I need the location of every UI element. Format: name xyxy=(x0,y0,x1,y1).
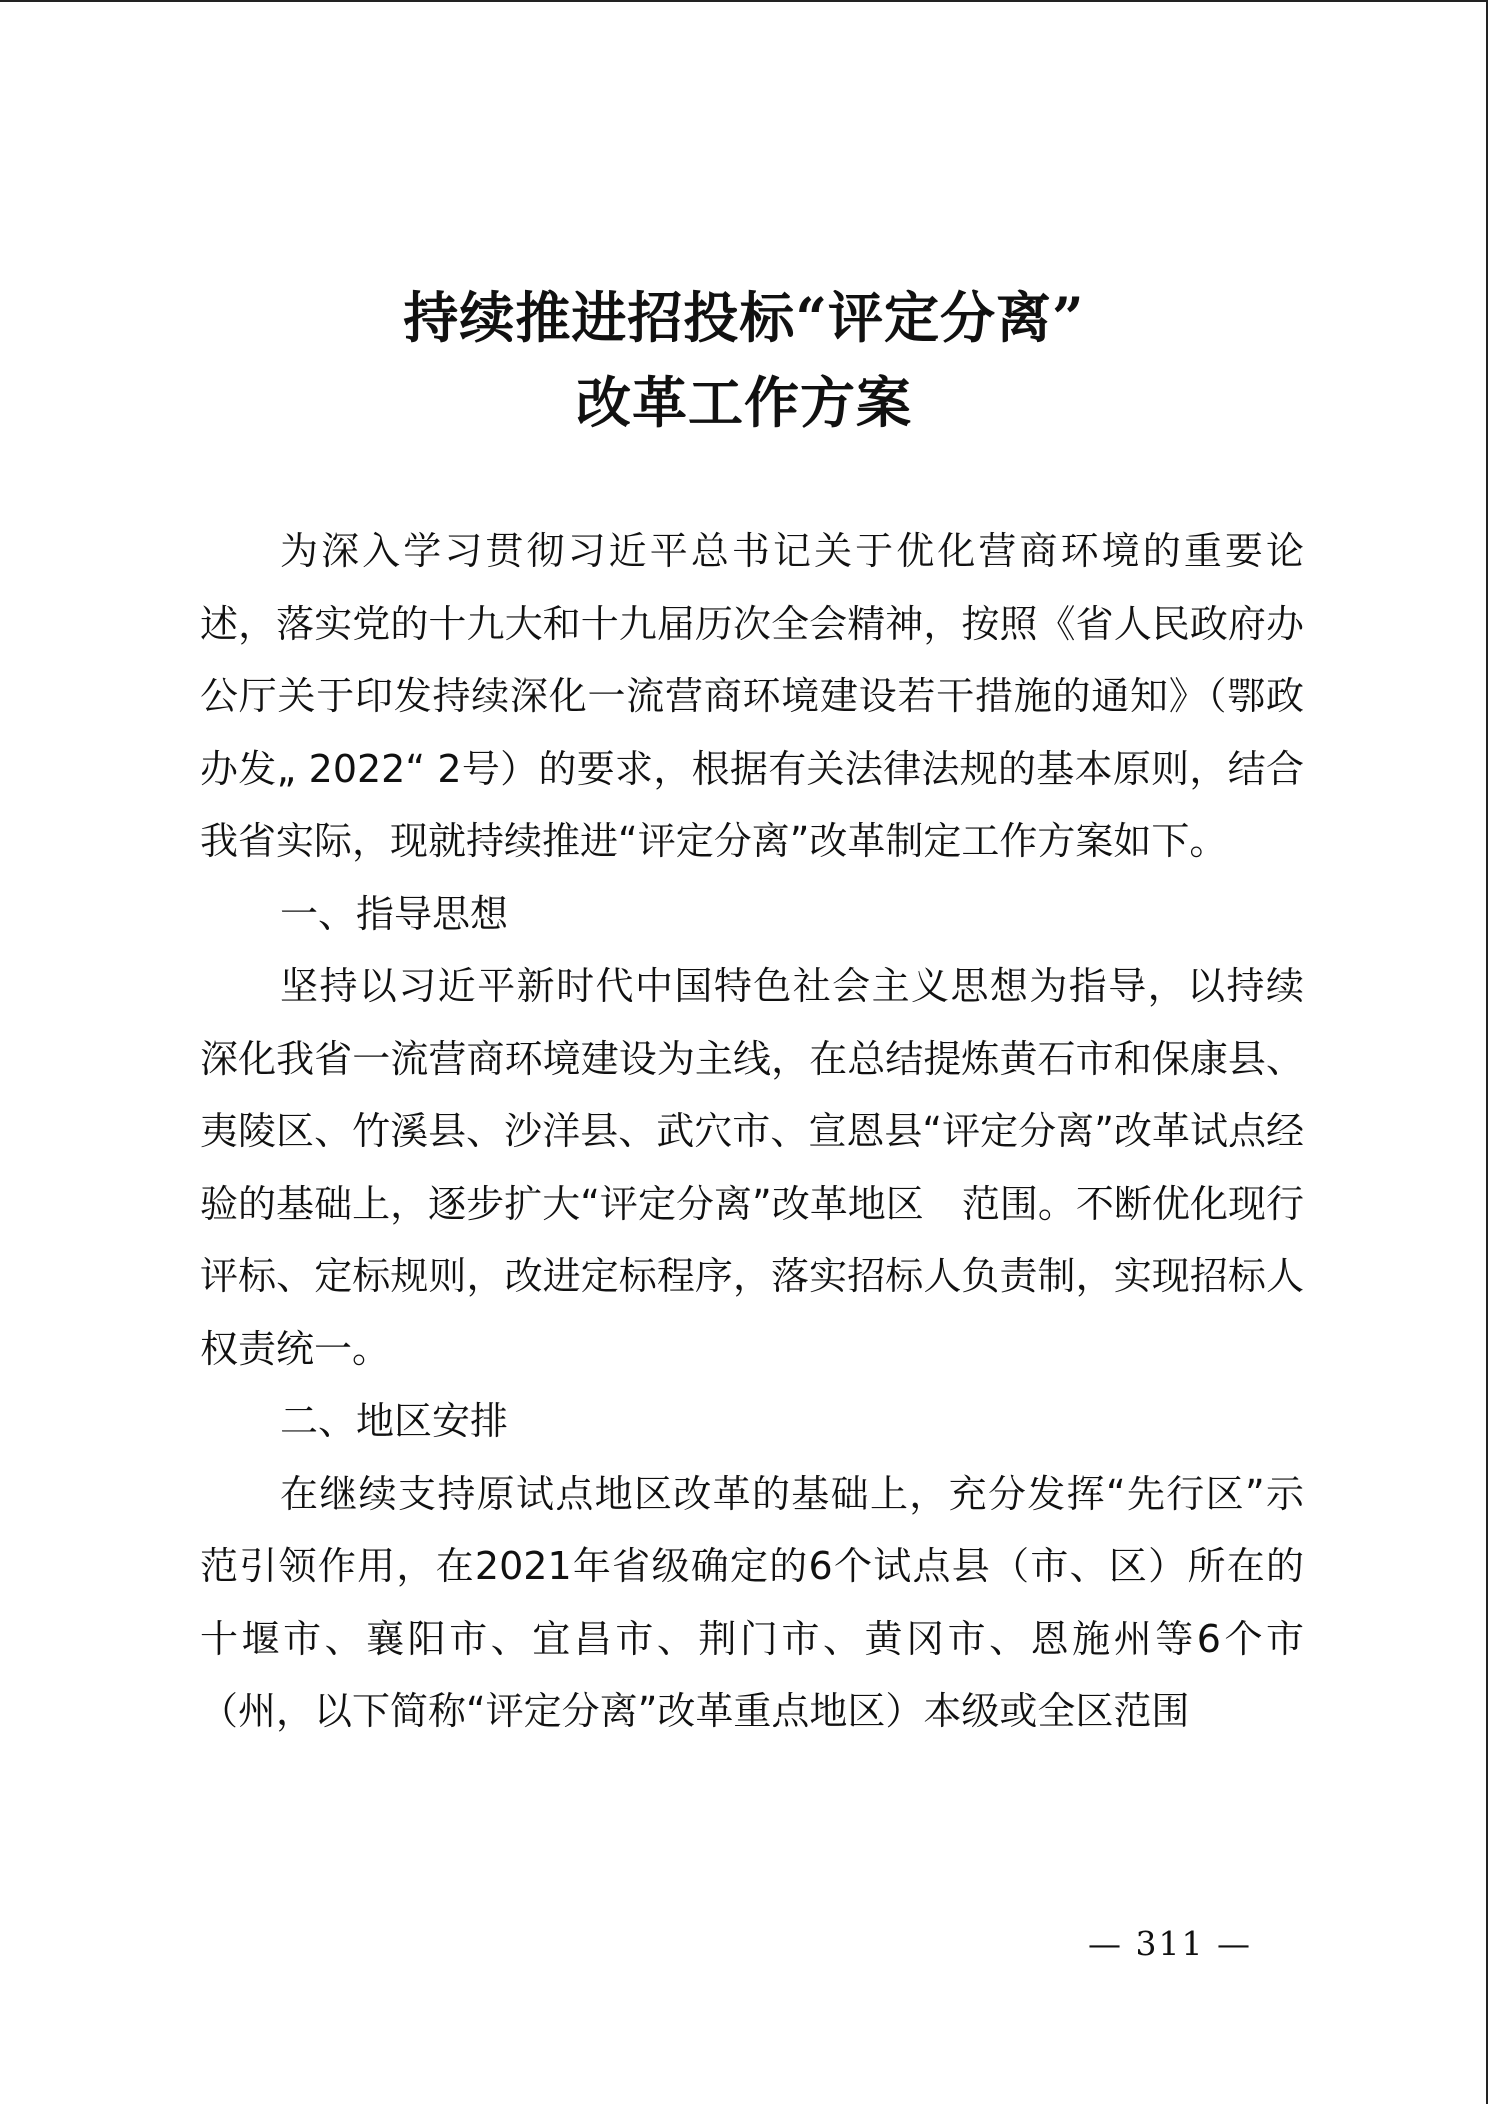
document-title-line-2: 改革工作方案 xyxy=(575,370,912,435)
intro-paragraph: 为深入学习贯彻习近平总书记关于优化营商环境的重要论述，落实党的十九大和十九届历次全会精神，按照《省人民政府办公厅关于印发持续深化一流营商环境建设若干措施的通知》（鄂政办发„ 2022“ 2号）的要求，根据有关法律法规的基本原则，结合我省实际，现就持续推进“评定分离”改革制定工作方案如下。 xyxy=(200,529,1304,863)
section-heading-regional-arrangement: 二、地区安排 xyxy=(280,1399,509,1443)
page-number: — 311 — xyxy=(1088,1924,1252,1963)
section-heading-guiding-ideology: 一、指导思想 xyxy=(280,891,509,936)
regional-arrangement-paragraph: 在继续支持原试点地区改革的基础上，充分发挥“先行区”示范引领作用，在2021年省级确定的6个试点县（市、区）所在的十堰市、襄阳市、宜昌市、荆门市、黄冈市、恩施州等6个市（州，以下简称“评定分离”改革重点地区）本级或全区范围 xyxy=(200,1471,1304,1733)
document-title-line-1: 持续推进招投标“评定分离” xyxy=(403,285,1085,350)
document-body xyxy=(200,515,1304,1748)
guiding-ideology-paragraph: 坚持以习近平新时代中国特色社会主义思想为指导，以持续深化我省一流营商环境建设为主线，在总结提炼黄石市和保康县、夷陵区、竹溪县、沙洋县、武穴市、宣恩县“评定分离”改革试点经验的基础上，逐步扩大“评定分离”改革地区 范围。不断优化现行评标、定标规则，改进定标程序，落实招标人负责制，实现招标人权责统一。 xyxy=(200,964,1304,1371)
